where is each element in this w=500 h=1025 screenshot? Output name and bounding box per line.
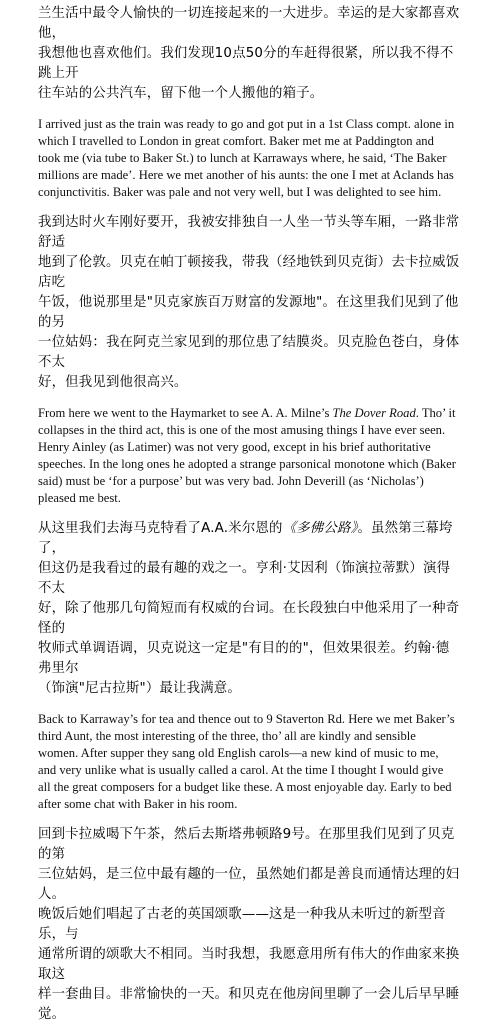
text-line: 往车站的公共汽车，留下他一个人搬他的箱子。: [38, 86, 324, 101]
text-line: women. After supper they sang old English carols—a new kind of music to me,: [38, 746, 439, 760]
document-body: [38, 4, 462, 1025]
text-line: 但这仍是我看过的最有趣的戏之一。亨利·艾因利（饰演拉蒂默）演得不太: [38, 561, 451, 596]
text-line: speeches. In the long ones he adopted a strange parsonical monotone which (Baker: [38, 457, 456, 471]
english-paragraph: [38, 116, 462, 201]
chinese-paragraph: [38, 213, 462, 393]
text-line: collapses in the third act, this is one of the most amusing things I have ever seen.: [38, 423, 446, 437]
text-line: 回到卡拉威喝下午茶，然后去斯塔弗顿路9号。在那里我们见到了贝克的第: [38, 827, 455, 862]
text-line: 三位姑妈，是三位中最有趣的一位，虽然她们都是善良而通情达理的妇人。: [38, 867, 460, 902]
text-line: 我想他也喜欢他们。我们发现10点50分的车赶得很紧，所以我不得不跳上开: [38, 46, 454, 81]
chinese-paragraph: [38, 825, 462, 1025]
italic-title: The Dover Road: [332, 406, 416, 420]
text-line: 样一套曲目。非常愉快的一天。和贝克在他房间里聊了一会儿后早早睡觉。: [38, 987, 460, 1022]
text-line: 地到了伦敦。贝克在帕丁顿接我，带我（经地铁到贝克街）去卡拉威饭店吃: [38, 255, 460, 290]
text-line: Henry Ainley (as Latimer) was not very good, except in his brief authoritative: [38, 440, 431, 454]
chinese-paragraph: [38, 4, 462, 104]
text-line: which I travelled to London in great comfort. Baker met me at Paddington and: [38, 134, 434, 148]
text-line: 好，除了他那几句简短而有权威的台词。在长段独白中他采用了一种奇怪的: [38, 601, 460, 636]
text-line: millions are made’. Here we met another of his aunts: the one I met at Aclands has: [38, 168, 454, 182]
text-line: pleased me best.: [38, 491, 121, 505]
text-line: all the great composers for a budget like these. A most enjoyable day. Early to bed: [38, 780, 452, 794]
text-line: 兰生活中最令人愉快的一切连接起来的一大进步。幸运的是大家都喜欢他，: [38, 6, 460, 41]
text-line: took me (via tube to Baker St.) to lunch at Karraways where, he said, ‘The Baker: [38, 151, 447, 165]
text-line: （饰演"尼古拉斯"）最让我满意。: [38, 681, 241, 696]
text-line: I arrived just as the train was ready to go and got put in a 1st Class compt. alone in: [38, 117, 455, 131]
text-line: 通常所谓的颂歌大不相同。当时我想，我愿意用所有伟大的作曲家来换取这: [38, 947, 460, 982]
text-line: said) must be ‘for a purpose’ but was very bad. John Deverill (as ‘Nicholas’): [38, 474, 424, 488]
text-line: 我到达时火车刚好要开，我被安排独自一人坐一节头等车厢，一路非常舒适: [38, 215, 460, 250]
italic-title: 《多佛公路》: [282, 521, 358, 536]
text-line: after some chat with Baker in his room.: [38, 797, 238, 811]
text-line: 午饭，他说那里是"贝克家族百万财富的发源地"。在这里我们见到了他的另: [38, 295, 459, 330]
text-line: 好，但我见到他很高兴。: [38, 375, 188, 390]
english-paragraph: [38, 405, 462, 507]
text-line: and very unlike what is usually called a carol. At the time I thought I would give: [38, 763, 444, 777]
text-line: From here we went to the Haymarket to see A. A. Milne’s The Dover Road. Tho’ it: [38, 406, 456, 420]
text-line: 一位姑妈：我在阿克兰家见到的那位患了结膜炎。贝克脸色苍白，身体不太: [38, 335, 460, 370]
text-line: 牧师式单调语调，贝克说这一定是"有目的的"，但效果很差。约翰·德弗里尔: [38, 641, 450, 676]
text-line: conjunctivitis. Baker was pale and not very well, but I was delighted to see him.: [38, 185, 442, 199]
text-line: 晚饭后她们唱起了古老的英国颂歌——这是一种我从未听过的新型音乐，与: [38, 907, 446, 942]
text-line: third Aunt, the most interesting of the three, tho’ all are kindly and sensible: [38, 729, 416, 743]
chinese-paragraph: [38, 519, 462, 699]
text-line: Back to Karraway’s for tea and thence out to 9 Staverton Rd. Here we met Baker’s: [38, 712, 455, 726]
english-paragraph: [38, 711, 462, 813]
text-line: 从这里我们去海马克特看了A.A.米尔恩的《多佛公路》。虽然第三幕垮了，: [38, 521, 453, 556]
